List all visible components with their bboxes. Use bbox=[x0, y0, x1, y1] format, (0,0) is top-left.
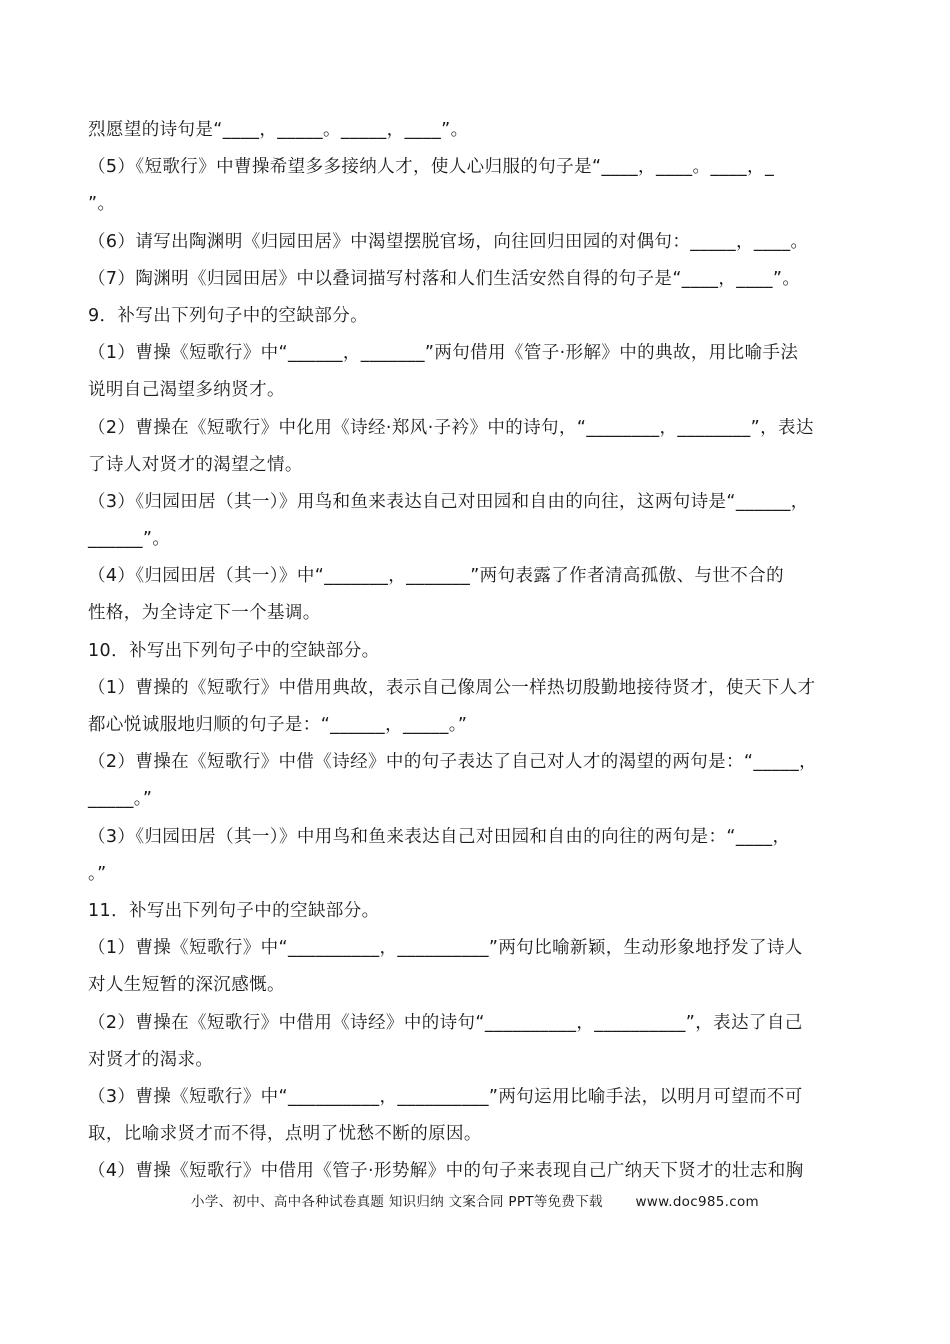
text-line: 性格，为全诗定下一个基调。 bbox=[88, 603, 321, 624]
text-line: 都心悦诚服地归顺的句子是：“______，_____。” bbox=[88, 715, 468, 735]
text-line: （1）曹操的《短歌行》中借用典故，表示自己像周公一样热切殷勤地接待贤才，使天下人才 bbox=[88, 677, 816, 698]
text-line: （5）《短歌行》中曹操希望多多接纳人才，使人心归服的句子是“____，____。____，_ bbox=[88, 157, 775, 178]
text-line: （2）曹操在《短歌行》中借用《诗经》中的诗句“__________，__________”，表达了自己 bbox=[88, 1012, 803, 1033]
text-line: 11．补写出下列句子中的空缺部分。 bbox=[88, 900, 380, 921]
text-line: （1）曹操《短歌行》中“__________，__________”两句比喻新颖，生动形象地抒发了诗人 bbox=[88, 938, 803, 959]
document-body bbox=[88, 112, 863, 1190]
text-line: （6）请写出陶渊明《归园田居》中渴望摆脱官场，向往回归田园的对偶句：_____，____。 bbox=[88, 231, 809, 252]
text-line: 烈愿望的诗句是“____，_____。_____，____”。 bbox=[88, 120, 469, 140]
text-line: （1）曹操《短歌行》中“______，_______”两句借用《管子·形解》中的典故，用比喻手法 bbox=[88, 343, 799, 364]
footer-site-link[interactable]: www.doc985.com bbox=[635, 1194, 759, 1210]
page-footer bbox=[0, 1190, 950, 1210]
text-line: （2）曹操在《短歌行》中借《诗经》中的句子表达了自己对人才的渴望的两句是：“_____， bbox=[88, 752, 818, 773]
text-line: 了诗人对贤才的渴望之情。 bbox=[88, 454, 303, 475]
text-line: 说明自己渴望多纳贤才。 bbox=[88, 380, 285, 401]
text-line: _____。” bbox=[88, 789, 153, 810]
text-line: 对人生短暂的深沉感慨。 bbox=[88, 975, 285, 996]
text-line: （3）曹操《短歌行》中“__________，__________”两句运用比喻手法，以明月可望而不可 bbox=[88, 1086, 803, 1107]
text-line: （3）《归园田居（其一）》中用鸟和鱼来表达自己对田园和自由的向往的两句是：“____， bbox=[88, 826, 791, 847]
text-line: （7）陶渊明《归园田居》中以叠词描写村落和人们生活安然自得的句子是“____，____”。 bbox=[88, 268, 801, 289]
text-line: 9．补写出下列句子中的空缺部分。 bbox=[88, 305, 369, 326]
text-line: （2）曹操在《短歌行》中化用《诗经·郑风·子衿》中的诗句，“________，________”，表达 bbox=[88, 417, 814, 438]
text-line: （4）曹操《短歌行》中借用《管子·形势解》中的句子来表现自己广纳天下贤才的壮志和胸 bbox=[88, 1161, 804, 1182]
footer-text: 小学、初中、高中各种试卷真题 知识归纳 文案合同 PPT等免费下载 bbox=[191, 1194, 603, 1210]
text-line: （3）《归园田居（其一）》用鸟和鱼来表达自己对田园和自由的向往，这两句诗是“______， bbox=[88, 491, 809, 512]
text-line: ______”。 bbox=[88, 529, 171, 550]
text-line: ”。 bbox=[88, 194, 116, 215]
text-line: 取，比喻求贤才而不得，点明了忧愁不断的原因。 bbox=[88, 1124, 482, 1145]
text-line: （4）《归园田居（其一）》中“_______，_______”两句表露了作者清高孤傲、与世不合的 bbox=[88, 566, 784, 587]
text-line: 。” bbox=[88, 863, 107, 884]
text-line: 对贤才的渴求。 bbox=[88, 1049, 214, 1070]
text-line: 10．补写出下列句子中的空缺部分。 bbox=[88, 640, 380, 661]
